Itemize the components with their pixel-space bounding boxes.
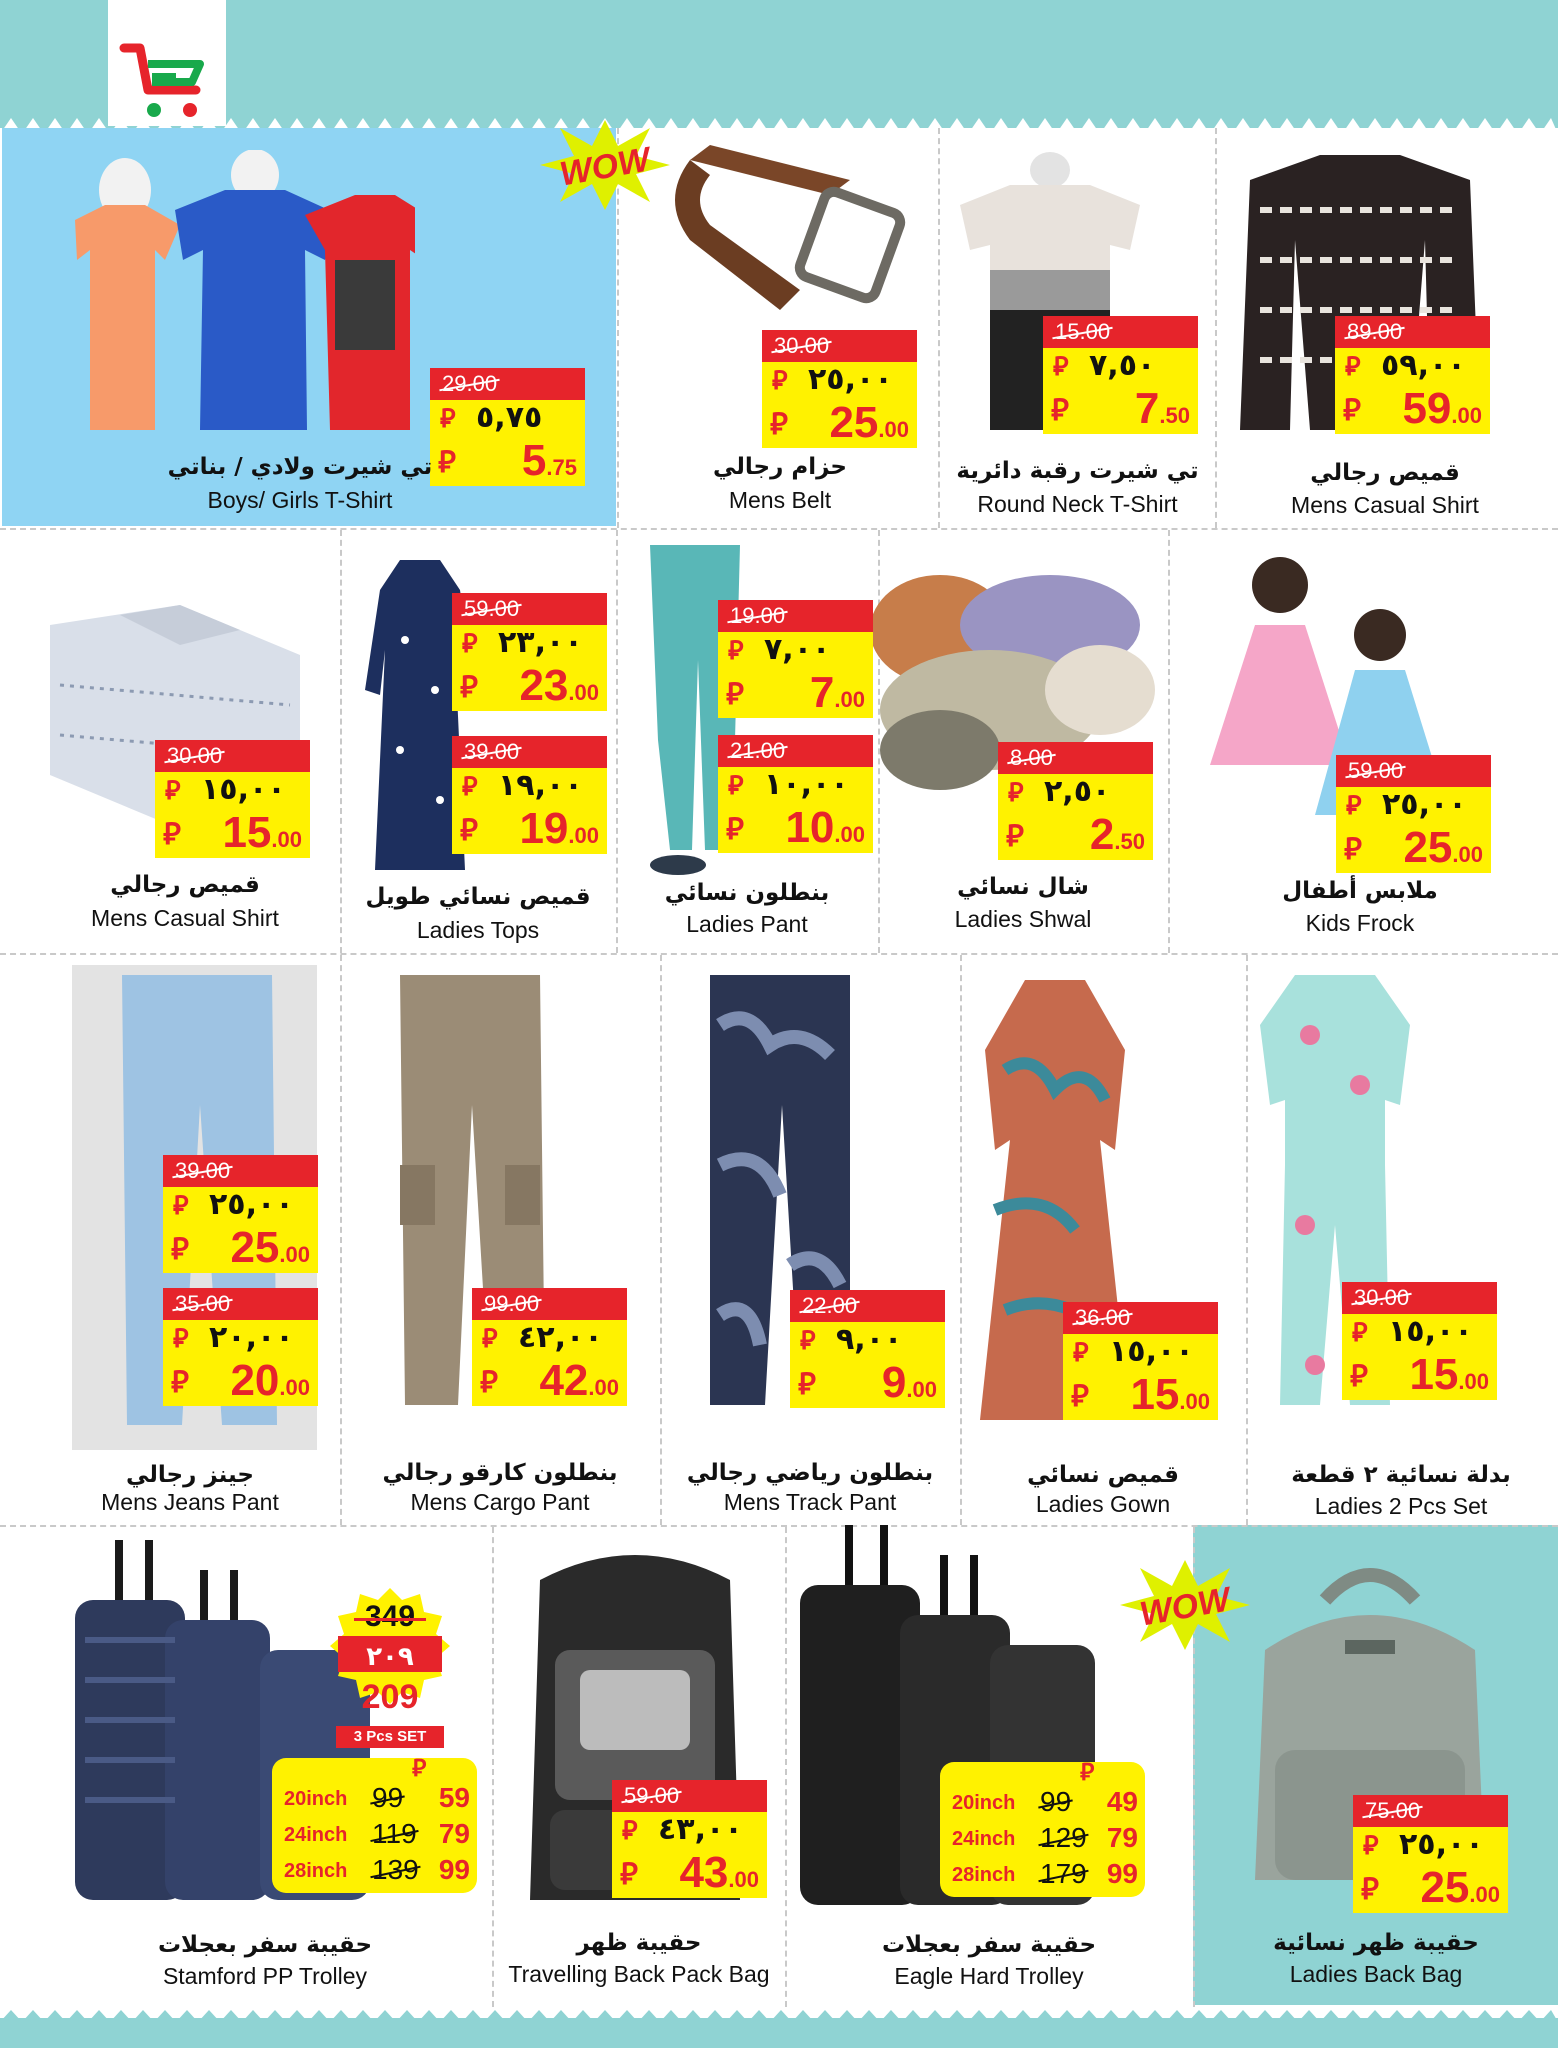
- price-tag-p3: [1043, 316, 1198, 434]
- arabic-price: ١٥,٠٠: [1109, 1334, 1194, 1369]
- size-label: 20inch: [284, 1788, 348, 1810]
- size-old-price: 139: [372, 1854, 419, 1885]
- arabic-price: ٥,٧٥: [476, 400, 543, 435]
- riyal-icon: ⃁: [620, 1857, 638, 1892]
- product-name-ar: تي شيرت ولادي / بناتي: [167, 454, 433, 480]
- riyal-icon: ⃁: [1361, 1872, 1379, 1907]
- product-name-ar: بنطلون رياضي رجالي: [686, 1460, 934, 1486]
- arabic-price: ٧,٠٠: [764, 632, 831, 667]
- price: 15.00: [222, 808, 302, 857]
- row-divider: [0, 528, 1558, 530]
- cart-logo-icon: [118, 40, 210, 126]
- product-name-en: Mens Track Pant: [723, 1489, 897, 1515]
- header-band: [0, 0, 1558, 128]
- price-tag-p9: [1336, 755, 1491, 873]
- size-row: [284, 1852, 470, 1888]
- product-name-ar: شال نسائي: [957, 874, 1089, 900]
- set-note: 3 Pcs SET: [336, 1726, 444, 1748]
- riyal-icon: ⃁: [462, 772, 478, 802]
- riyal-icon: ⃁: [412, 1754, 427, 1782]
- size-label: 20inch: [952, 1792, 1016, 1814]
- riyal-icon: ⃁: [728, 636, 744, 666]
- product-name-ar: حقيبة سفر بعجلات: [157, 1932, 373, 1958]
- wow-text: WOW: [1136, 1580, 1233, 1634]
- price: 25.00: [829, 398, 909, 447]
- old-price: 30.00: [762, 330, 917, 362]
- size-old-price: 99: [372, 1782, 404, 1813]
- riyal-icon: ⃁: [171, 1365, 189, 1400]
- product-name-en: Stamford PP Trolley: [162, 1963, 368, 1989]
- old-price: 30.00: [1342, 1282, 1497, 1314]
- set-arabic-price: ٢٠٩: [366, 1642, 414, 1672]
- price-body: [1043, 348, 1198, 434]
- price-body: [998, 774, 1153, 860]
- product-name-en: Ladies Back Bag: [1289, 1961, 1463, 1987]
- size-row: [952, 1856, 1138, 1892]
- old-price: 19.00: [718, 600, 873, 632]
- size-price-box-p15: [272, 1754, 477, 1893]
- price-tag-p13: [1063, 1302, 1218, 1420]
- price-body: [718, 767, 873, 853]
- product-name-en: Mens Casual Shirt: [1291, 492, 1479, 518]
- product-name-en: Eagle Hard Trolley: [894, 1963, 1084, 1989]
- riyal-icon: ⃁: [1073, 1338, 1089, 1368]
- riyal-icon: ⃁: [480, 1365, 498, 1400]
- size-price-box-p17: [940, 1758, 1145, 1897]
- product-name-en: Mens Cargo Pant: [410, 1489, 590, 1515]
- size-row: [952, 1784, 1138, 1820]
- price-tag-p18: [1353, 1795, 1508, 1913]
- riyal-icon: ⃁: [726, 677, 744, 712]
- kids-tshirts-image: [55, 150, 415, 450]
- price: 25.00: [230, 1223, 310, 1272]
- price: 2.50: [1089, 810, 1145, 859]
- product-name-ar: بنطلون كارقو رجالي: [382, 1460, 618, 1486]
- riyal-icon: ⃁: [462, 629, 478, 659]
- riyal-icon: ⃁: [1352, 1318, 1368, 1348]
- product-name-ar: جينز رجالي: [125, 1462, 255, 1488]
- product-name-ar: ملابس أطفال: [1282, 878, 1438, 904]
- size-row: [284, 1780, 470, 1816]
- product-name-en: Kids Frock: [1305, 910, 1415, 936]
- arabic-price: ٢٥,٠٠: [808, 362, 893, 397]
- price: 7.00: [809, 668, 865, 717]
- price-tag-p6-b: [452, 736, 607, 854]
- old-price: 59.00: [1336, 755, 1491, 787]
- price-tag-p4: [1335, 316, 1490, 434]
- size-old-price: 129: [1040, 1822, 1087, 1853]
- price-body: [1353, 1827, 1508, 1913]
- riyal-icon: ⃁: [1071, 1379, 1089, 1414]
- size-row: [952, 1820, 1138, 1856]
- riyal-icon: ⃁: [460, 813, 478, 848]
- price: 59.00: [1402, 384, 1482, 433]
- set-old-price: 349: [330, 1600, 450, 1634]
- wow-badge-p1: [540, 120, 670, 210]
- riyal-icon: ⃁: [173, 1191, 189, 1221]
- price-body: [163, 1187, 318, 1273]
- arabic-price: ١٥,٠٠: [1388, 1314, 1473, 1349]
- size-price: 59: [438, 1782, 470, 1813]
- old-price: 30.00: [155, 740, 310, 772]
- product-name-ar: حقيبة ظهر: [576, 1930, 702, 1956]
- product-name-en: Travelling Back Pack Bag: [508, 1961, 770, 1987]
- arabic-price: ٩,٠٠: [836, 1322, 903, 1357]
- price: 43.00: [679, 1848, 759, 1897]
- arabic-price: ١٠,٠٠: [764, 767, 849, 802]
- size-price: 79: [1106, 1822, 1138, 1853]
- price-body: [762, 362, 917, 448]
- riyal-icon: ⃁: [1344, 832, 1362, 867]
- price-body: [612, 1812, 767, 1898]
- riyal-icon: ⃁: [1343, 393, 1361, 428]
- riyal-icon: ⃁: [171, 1232, 189, 1267]
- arabic-price: ٧,٥٠: [1089, 348, 1156, 383]
- product-name-ar: قميص نسائي: [1027, 1462, 1179, 1488]
- price: 5.75: [521, 436, 577, 485]
- riyal-icon: ⃁: [173, 1324, 189, 1354]
- riyal-icon: ⃁: [165, 776, 181, 806]
- set-price: 209: [361, 1678, 419, 1716]
- price-tag-p7-b: [718, 735, 873, 853]
- riyal-icon: ⃁: [1080, 1758, 1095, 1786]
- price-body: [472, 1320, 627, 1406]
- mens-belt-image: [650, 140, 930, 340]
- old-price: 39.00: [163, 1155, 318, 1187]
- size-old-price: 99: [1040, 1786, 1072, 1817]
- wow-badge-p17: [1120, 1560, 1250, 1650]
- product-name-en: Ladies Shwal: [954, 906, 1092, 932]
- col-divider: [960, 955, 962, 1525]
- riyal-icon: ⃁: [438, 445, 456, 480]
- col-divider: [785, 1527, 787, 2007]
- product-name-ar: قميص رجالي: [110, 872, 260, 898]
- riyal-icon: ⃁: [728, 771, 744, 801]
- product-name-ar: قميص رجالي: [1310, 460, 1460, 486]
- price-tag-p11: [472, 1288, 627, 1406]
- price: 20.00: [230, 1356, 310, 1405]
- price-tag-p12: [790, 1290, 945, 1408]
- col-divider: [938, 128, 940, 528]
- riyal-icon: ⃁: [772, 366, 788, 396]
- price-body: [452, 625, 607, 711]
- product-name-en: Mens Casual Shirt: [91, 905, 279, 931]
- old-price: 35.00: [163, 1288, 318, 1320]
- price-tag-p5: [155, 740, 310, 858]
- price-tag-p16: [612, 1780, 767, 1898]
- product-name-en: Mens Belt: [728, 487, 832, 513]
- old-price: 99.00: [472, 1288, 627, 1320]
- product-name-ar: حزام رجالي: [713, 454, 847, 480]
- arabic-price: ٤٣,٠٠: [658, 1812, 743, 1847]
- set-offer-burst-p15: [330, 1588, 450, 1768]
- riyal-icon: ⃁: [1363, 1831, 1379, 1861]
- price-tag-p8: [998, 742, 1153, 860]
- product-name-en: Ladies Tops: [416, 917, 540, 943]
- product-name-ar: حقيبة سفر بعجلات: [881, 1932, 1097, 1958]
- riyal-icon: ⃁: [1350, 1359, 1368, 1394]
- old-price: 36.00: [1063, 1302, 1218, 1334]
- riyal-icon: ⃁: [1006, 819, 1024, 854]
- riyal-icon: ⃁: [1345, 352, 1361, 382]
- riyal-icon: ⃁: [163, 817, 181, 852]
- price-tag-p7-a: [718, 600, 873, 718]
- row-divider: [0, 1525, 1558, 1527]
- price: 25.00: [1420, 1863, 1500, 1912]
- riyal-icon: ⃁: [1053, 352, 1069, 382]
- size-label: 24inch: [952, 1828, 1016, 1850]
- col-divider: [340, 955, 342, 1525]
- riyal-icon: ⃁: [482, 1324, 498, 1354]
- product-name-en: Ladies Gown: [1035, 1491, 1171, 1517]
- price: 42.00: [539, 1356, 619, 1405]
- riyal-icon: ⃁: [460, 670, 478, 705]
- arabic-price: ١٩,٠٠: [498, 768, 583, 803]
- arabic-price: ٤٢,٠٠: [518, 1320, 603, 1355]
- product-name-ar: بنطلون نسائي: [664, 880, 830, 906]
- arabic-price: ٢٠,٠٠: [209, 1320, 294, 1355]
- price-body: [163, 1320, 318, 1406]
- arabic-price: ٥٩,٠٠: [1381, 348, 1466, 383]
- price: 9.00: [881, 1358, 937, 1407]
- price-tag-p10-a: [163, 1155, 318, 1273]
- price-body: [790, 1322, 945, 1408]
- price-body: [1335, 348, 1490, 434]
- price-body: [1342, 1314, 1497, 1400]
- old-price: 8.00: [998, 742, 1153, 774]
- size-label: 28inch: [952, 1864, 1016, 1886]
- riyal-icon: ⃁: [800, 1326, 816, 1356]
- product-name-en: Boys/ Girls T-Shirt: [207, 487, 393, 513]
- old-price: 21.00: [718, 735, 873, 767]
- old-price: 39.00: [452, 736, 607, 768]
- price-body: [718, 632, 873, 718]
- price: 25.00: [1403, 823, 1483, 872]
- arabic-price: ١٥,٠٠: [201, 772, 286, 807]
- product-name-en: Round Neck T-Shirt: [977, 491, 1178, 517]
- price-tag-p2: [762, 330, 917, 448]
- size-price: 99: [1106, 1858, 1138, 1889]
- product-name-en: Mens Jeans Pant: [101, 1489, 279, 1515]
- footer-band: [0, 2018, 1558, 2048]
- riyal-icon: ⃁: [1346, 791, 1362, 821]
- price-body: [155, 772, 310, 858]
- riyal-icon: ⃁: [798, 1367, 816, 1402]
- size-label: 28inch: [284, 1860, 348, 1882]
- price: 7.50: [1134, 384, 1190, 433]
- arabic-price: ٢,٥٠: [1044, 774, 1111, 809]
- price-tag-p14: [1342, 1282, 1497, 1400]
- old-price: 59.00: [452, 593, 607, 625]
- product-name-en: Ladies 2 Pcs Set: [1314, 1493, 1488, 1519]
- price-body: [1336, 787, 1491, 873]
- riyal-icon: ⃁: [622, 1816, 638, 1846]
- size-row: [284, 1816, 470, 1852]
- product-name-ar: قميص نسائي طويل: [365, 884, 591, 910]
- old-price: 22.00: [790, 1290, 945, 1322]
- price: 15.00: [1130, 1370, 1210, 1419]
- product-name-ar: حقيبة ظهر نسائية: [1273, 1930, 1479, 1956]
- wow-text: WOW: [556, 140, 653, 194]
- riyal-icon: ⃁: [1051, 393, 1069, 428]
- price: 10.00: [785, 803, 865, 852]
- row-divider: [0, 953, 1558, 955]
- price-tag-p6-a: [452, 593, 607, 711]
- price: 19.00: [519, 804, 599, 853]
- arabic-price: ٢٥,٠٠: [1399, 1827, 1484, 1862]
- price-tag-p10-b: [163, 1288, 318, 1406]
- col-divider: [1215, 128, 1217, 528]
- col-divider: [1246, 955, 1248, 1525]
- old-price: 75.00: [1353, 1795, 1508, 1827]
- product-name-en: Ladies Pant: [686, 911, 808, 937]
- col-divider: [660, 955, 662, 1525]
- size-label: 24inch: [284, 1824, 348, 1846]
- riyal-icon: ⃁: [770, 407, 788, 442]
- price-body: [1063, 1334, 1218, 1420]
- size-price: 79: [438, 1818, 470, 1849]
- old-price: 59.00: [612, 1780, 767, 1812]
- arabic-price: ٢٣,٠٠: [498, 625, 583, 660]
- old-price: 29.00: [430, 368, 585, 400]
- riyal-icon: ⃁: [726, 812, 744, 847]
- riyal-icon: ⃁: [440, 404, 456, 434]
- size-price: 49: [1106, 1786, 1138, 1817]
- old-price: 89.00: [1335, 316, 1490, 348]
- old-price: 15.00: [1043, 316, 1198, 348]
- size-old-price: 179: [1040, 1858, 1087, 1889]
- price: 15.00: [1409, 1350, 1489, 1399]
- product-name-ar: بدلة نسائية ٢ قطعة: [1291, 1462, 1511, 1488]
- size-old-price: 119: [372, 1818, 417, 1849]
- arabic-price: ٢٥,٠٠: [1382, 787, 1467, 822]
- product-name-ar: تي شيرت رقبة دائرية: [956, 458, 1199, 484]
- price: 23.00: [519, 661, 599, 710]
- riyal-icon: ⃁: [1008, 778, 1024, 808]
- arabic-price: ٢٥,٠٠: [209, 1187, 294, 1222]
- price-body: [452, 768, 607, 854]
- size-price: 99: [438, 1854, 470, 1885]
